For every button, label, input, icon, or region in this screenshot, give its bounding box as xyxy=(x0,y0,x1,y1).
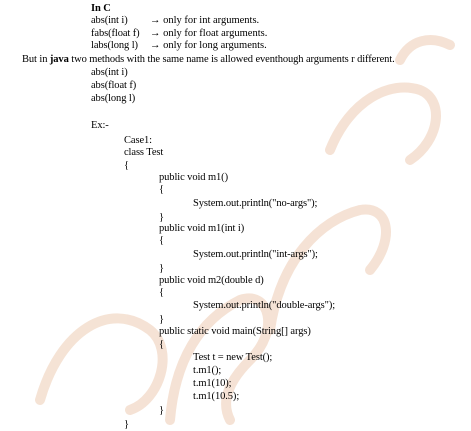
method-m1-int-open: { xyxy=(159,235,164,246)
case-label: Case1: xyxy=(124,135,152,146)
main-method-close: } xyxy=(159,405,164,416)
java-intro-after: two methods with the same name is allowed eventhough arguments r different. xyxy=(68,54,395,65)
c-fn-labs-desc: → only for long arguments. xyxy=(150,40,267,51)
main-body-line-4: t.m1(10.5); xyxy=(193,391,240,402)
c-fn-abs: abs(int i) xyxy=(91,15,128,26)
method-m2-double-body: System.out.println("double-args"); xyxy=(193,300,336,311)
method-m1-noargs-open: { xyxy=(159,184,164,195)
main-method-open: { xyxy=(159,339,164,350)
c-fn-abs-desc: → only for int arguments. xyxy=(150,15,260,26)
java-fn-abs-long: abs(long l) xyxy=(91,93,136,104)
method-m2-double-decl: public void m2(double d) xyxy=(159,275,264,286)
main-body-line-2: t.m1(); xyxy=(193,365,222,376)
method-m1-int-close: } xyxy=(159,263,164,274)
java-intro-line xyxy=(22,54,395,66)
c-fn-labs: labs(long l) xyxy=(91,40,138,51)
class-close-brace: } xyxy=(124,419,129,430)
method-m1-noargs-decl: public void m1() xyxy=(159,172,228,183)
java-fn-abs-float: abs(float f) xyxy=(91,80,137,91)
heading-in-c: In C xyxy=(91,3,111,14)
method-m2-double-open: { xyxy=(159,287,164,298)
method-m2-double-close: } xyxy=(159,314,164,325)
main-body-line-3: t.m1(10); xyxy=(193,378,232,389)
main-method-decl: public static void main(String[] args) xyxy=(159,326,311,337)
method-m1-noargs-close: } xyxy=(159,212,164,223)
method-m1-noargs-body: System.out.println("no-args"); xyxy=(193,198,318,209)
c-fn-fabs-desc: → only for float arguments. xyxy=(150,28,268,39)
main-body-line-1: Test t = new Test(); xyxy=(193,352,273,363)
c-fn-fabs: fabs(float f) xyxy=(91,28,140,39)
class-open-brace: { xyxy=(124,160,129,171)
class-decl: class Test xyxy=(124,147,164,158)
example-label: Ex:- xyxy=(91,120,109,131)
java-intro-before: But in xyxy=(22,54,50,65)
method-m1-int-body: System.out.println("int-args"); xyxy=(193,249,318,260)
java-intro-bold: java xyxy=(49,54,69,65)
java-fn-abs-int: abs(int i) xyxy=(91,67,128,78)
method-m1-int-decl: public void m1(int i) xyxy=(159,223,245,234)
